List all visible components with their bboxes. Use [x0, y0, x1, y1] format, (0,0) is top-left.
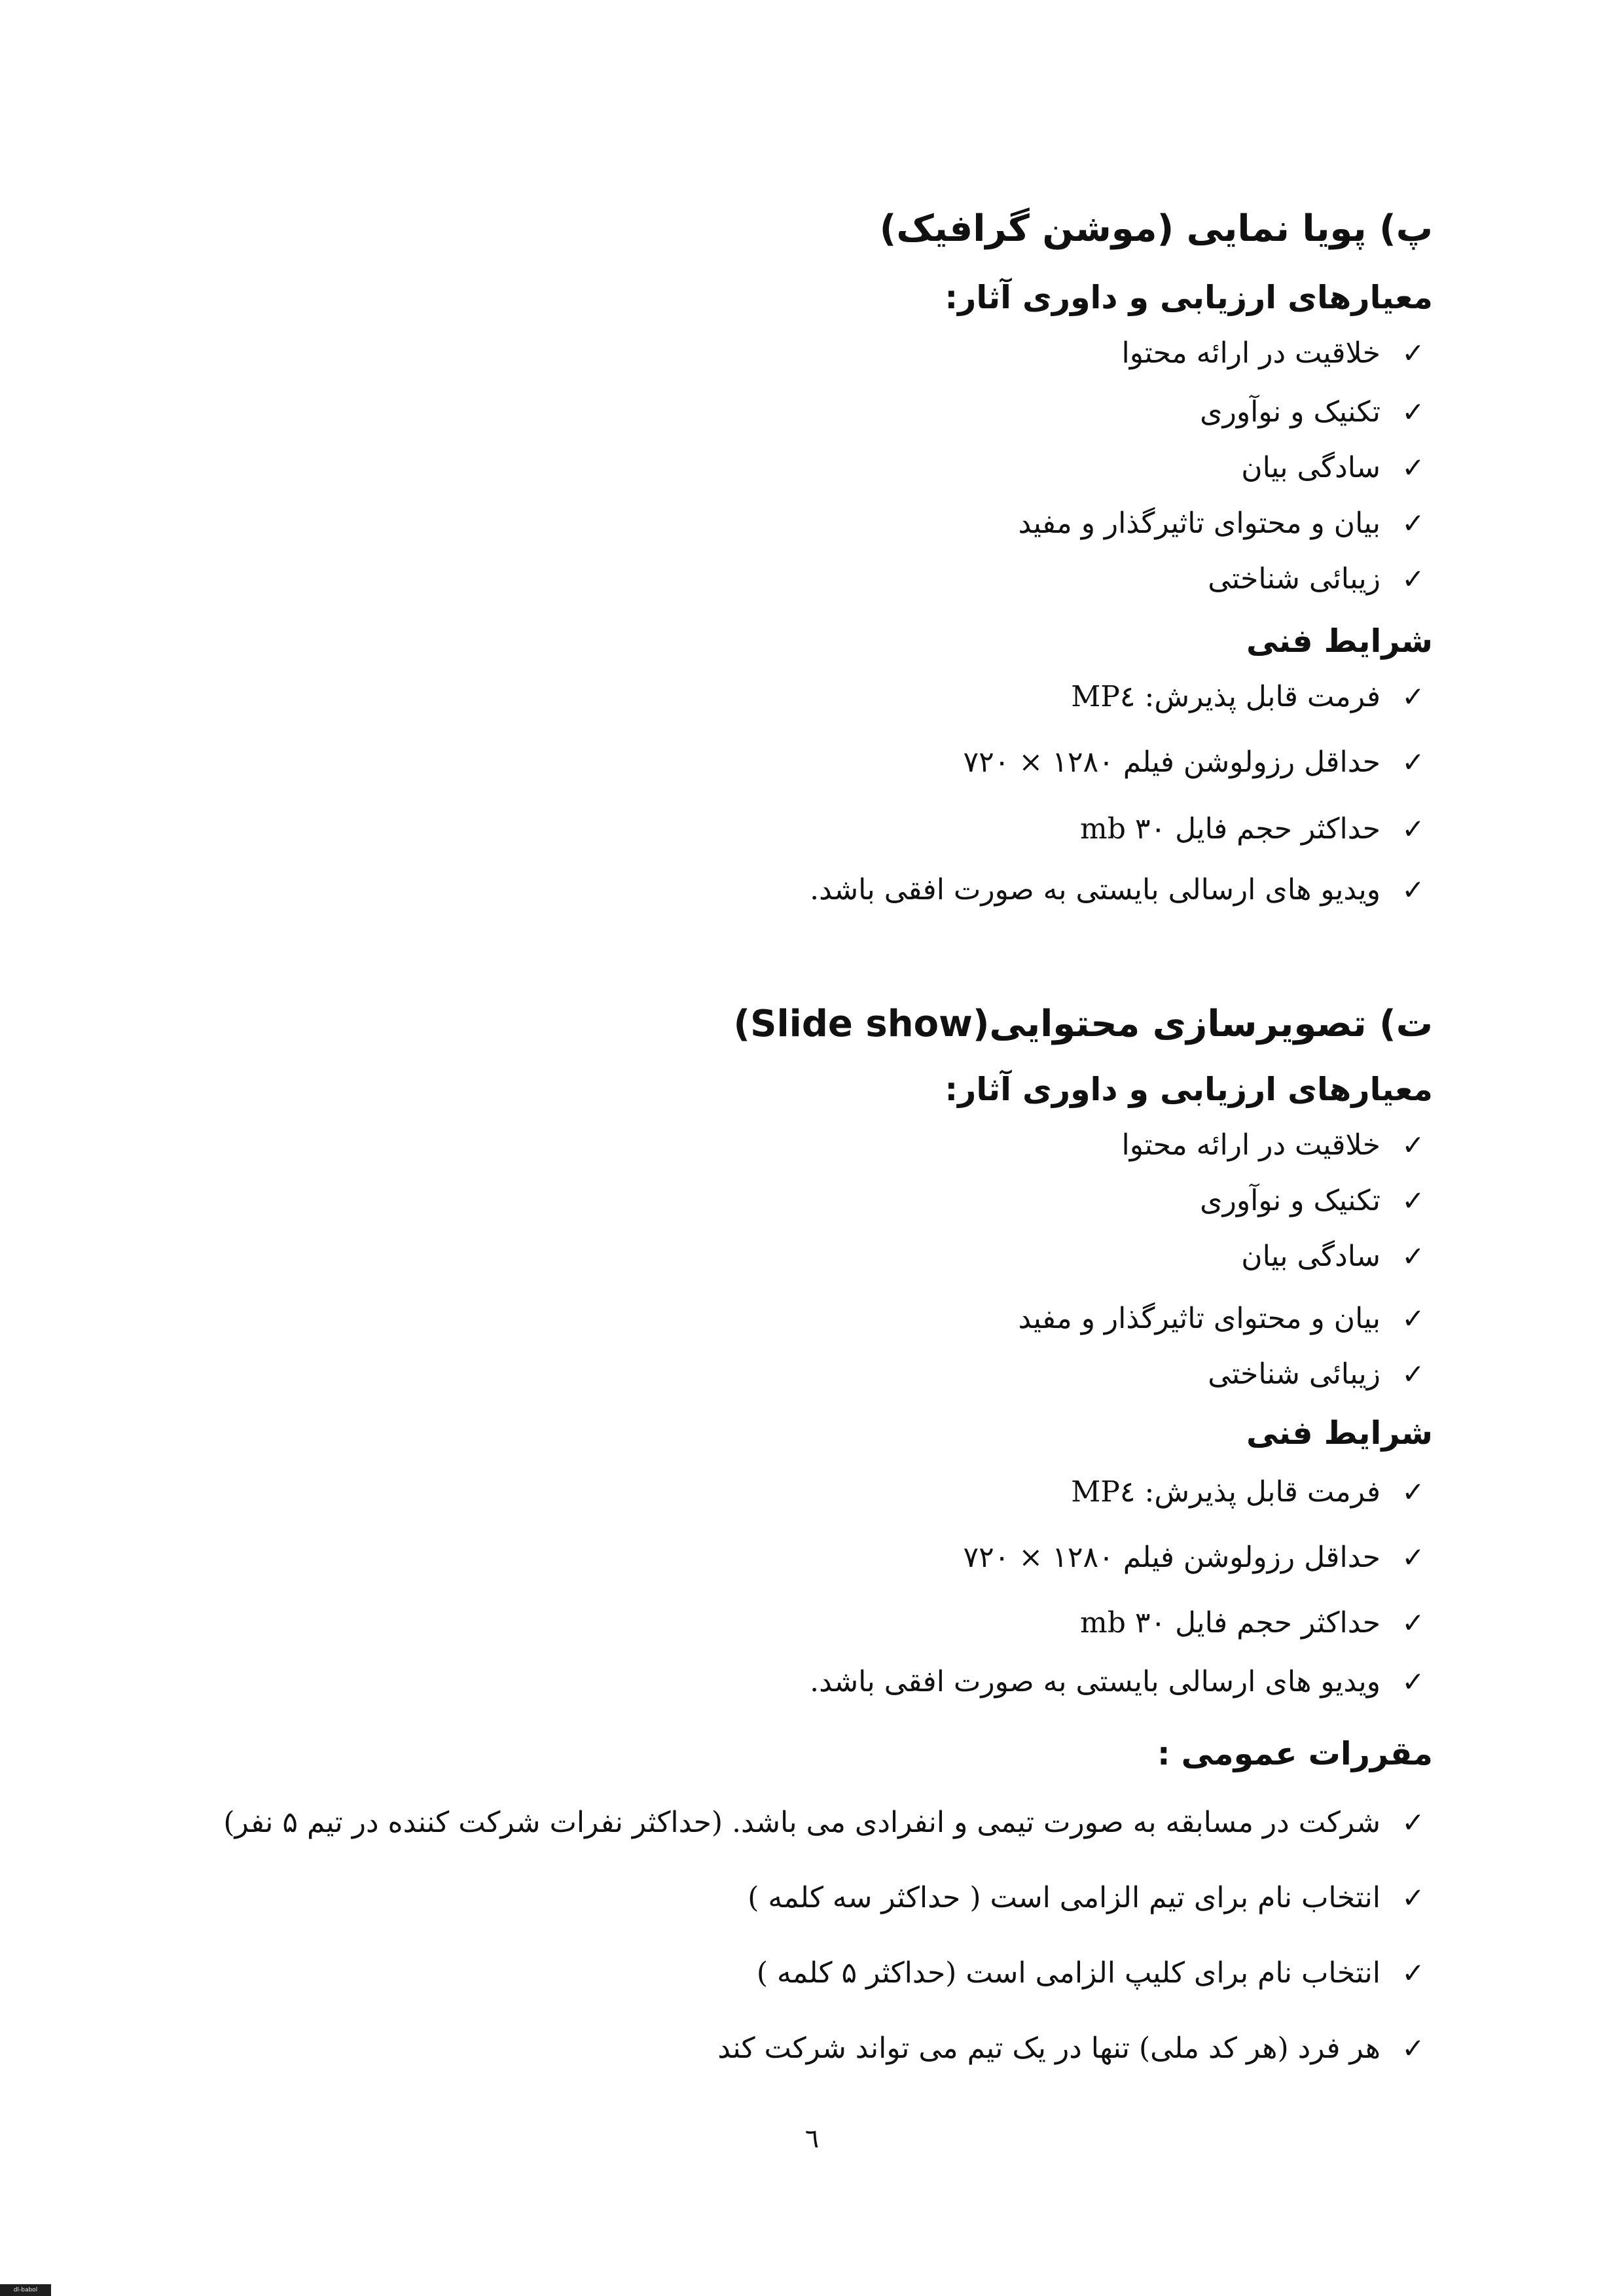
section-p-criteria-item: ✓ بیان و محتوای تاثیرگذار و مفید — [1019, 501, 1380, 547]
section-p-tech-item: ✓ حداقل رزولوشن فیلم ۱۲۸۰ × ۷۲۰ — [963, 740, 1380, 785]
section-t-tech-item: ✓ حداقل رزولوشن فیلم ۱۲۸۰ × ۷۲۰ — [963, 1535, 1380, 1581]
section-p-criteria-heading: معیارهای ارزیابی و داوری آثار: — [945, 279, 1433, 316]
section-t-tech-item: ✓ حداکثر حجم فایل ۳۰ mb — [1080, 1600, 1380, 1646]
section-t-criteria-item: ✓ سادگی بیان — [1241, 1234, 1380, 1280]
check-mark-icon: ✓ — [1401, 1185, 1425, 1217]
check-mark-icon: ✓ — [1401, 1806, 1425, 1839]
check-mark-icon: ✓ — [1401, 507, 1425, 539]
section-t-criteria-item: ✓ خلاقیت در ارائه محتوا — [1121, 1122, 1380, 1168]
section-p-criteria-item: ✓ زیبائی شناختی — [1208, 556, 1380, 602]
section-p-title: پ) پویا نمایی (موشن گرافیک) — [879, 207, 1433, 250]
check-mark-icon: ✓ — [1401, 1302, 1425, 1335]
check-mark-icon: ✓ — [1401, 2032, 1425, 2064]
section-p-criteria-item: ✓ خلاقیت در ارائه محتوا — [1121, 331, 1380, 376]
check-mark-icon: ✓ — [1401, 813, 1425, 845]
section-p-tech-item: ✓ فرمت قابل پذیرش: MP٤ — [1071, 674, 1380, 720]
check-mark-icon: ✓ — [1401, 1882, 1425, 1914]
section-t-tech-item: ✓ ویدیو های ارسالی بایستی به صورت افقی باشد. — [810, 1659, 1380, 1705]
general-rules-heading: مقررات عمومی : — [1157, 1735, 1433, 1772]
check-mark-icon: ✓ — [1401, 1358, 1425, 1390]
footer-stamp: dl-babol — [0, 2284, 51, 2296]
check-mark-icon: ✓ — [1401, 337, 1425, 369]
section-p-tech-item: ✓ حداکثر حجم فایل ۳۰ mb — [1080, 806, 1380, 852]
page-number: ٦ — [804, 2124, 820, 2154]
check-mark-icon: ✓ — [1401, 681, 1425, 713]
section-t-criteria-item: ✓ تکنیک و نوآوری — [1200, 1178, 1380, 1224]
section-t-title: ت) تصویرسازی محتوایی(Slide show) — [733, 1003, 1433, 1045]
section-t-criteria-item: ✓ زیبائی شناختی — [1208, 1352, 1380, 1397]
section-t-criteria-item: ✓ بیان و محتوای تاثیرگذار و مفید — [1019, 1296, 1380, 1342]
check-mark-icon: ✓ — [1401, 1129, 1425, 1161]
general-rule-item: ✓ انتخاب نام برای کلیپ الزامی است (حداکثر ۵ کلمه ) — [757, 1950, 1380, 1996]
check-mark-icon: ✓ — [1401, 1541, 1425, 1573]
check-mark-icon: ✓ — [1401, 1476, 1425, 1508]
check-mark-icon: ✓ — [1401, 563, 1425, 595]
section-p-tech-item: ✓ ویدیو های ارسالی بایستی به صورت افقی باشد. — [810, 867, 1380, 913]
general-rule-item: ✓ شرکت در مسابقه به صورت تیمی و انفرادی می باشد. (حداکثر نفرات شرکت کننده در تیم ۵ نفر) — [223, 1800, 1380, 1846]
section-t-tech-heading: شرایط فنی — [1246, 1414, 1433, 1452]
check-mark-icon: ✓ — [1401, 1240, 1425, 1272]
check-mark-icon: ✓ — [1401, 1607, 1425, 1639]
check-mark-icon: ✓ — [1401, 1957, 1425, 1989]
check-mark-icon: ✓ — [1401, 746, 1425, 778]
section-t-criteria-heading: معیارهای ارزیابی و داوری آثار: — [945, 1071, 1433, 1108]
check-mark-icon: ✓ — [1401, 452, 1425, 484]
section-t-tech-item: ✓ فرمت قابل پذیرش: MP٤ — [1071, 1469, 1380, 1515]
check-mark-icon: ✓ — [1401, 1666, 1425, 1698]
section-p-tech-heading: شرایط فنی — [1246, 622, 1433, 660]
check-mark-icon: ✓ — [1401, 396, 1425, 428]
check-mark-icon: ✓ — [1401, 874, 1425, 906]
general-rule-item: ✓ هر فرد (هر کد ملی) تنها در یک تیم می تواند شرکت کند — [717, 2026, 1380, 2072]
section-p-criteria-item: ✓ تکنیک و نوآوری — [1200, 389, 1380, 435]
general-rule-item: ✓ انتخاب نام برای تیم الزامی است ( حداکثر سه کلمه ) — [748, 1875, 1380, 1921]
section-p-criteria-item: ✓ سادگی بیان — [1241, 445, 1380, 491]
